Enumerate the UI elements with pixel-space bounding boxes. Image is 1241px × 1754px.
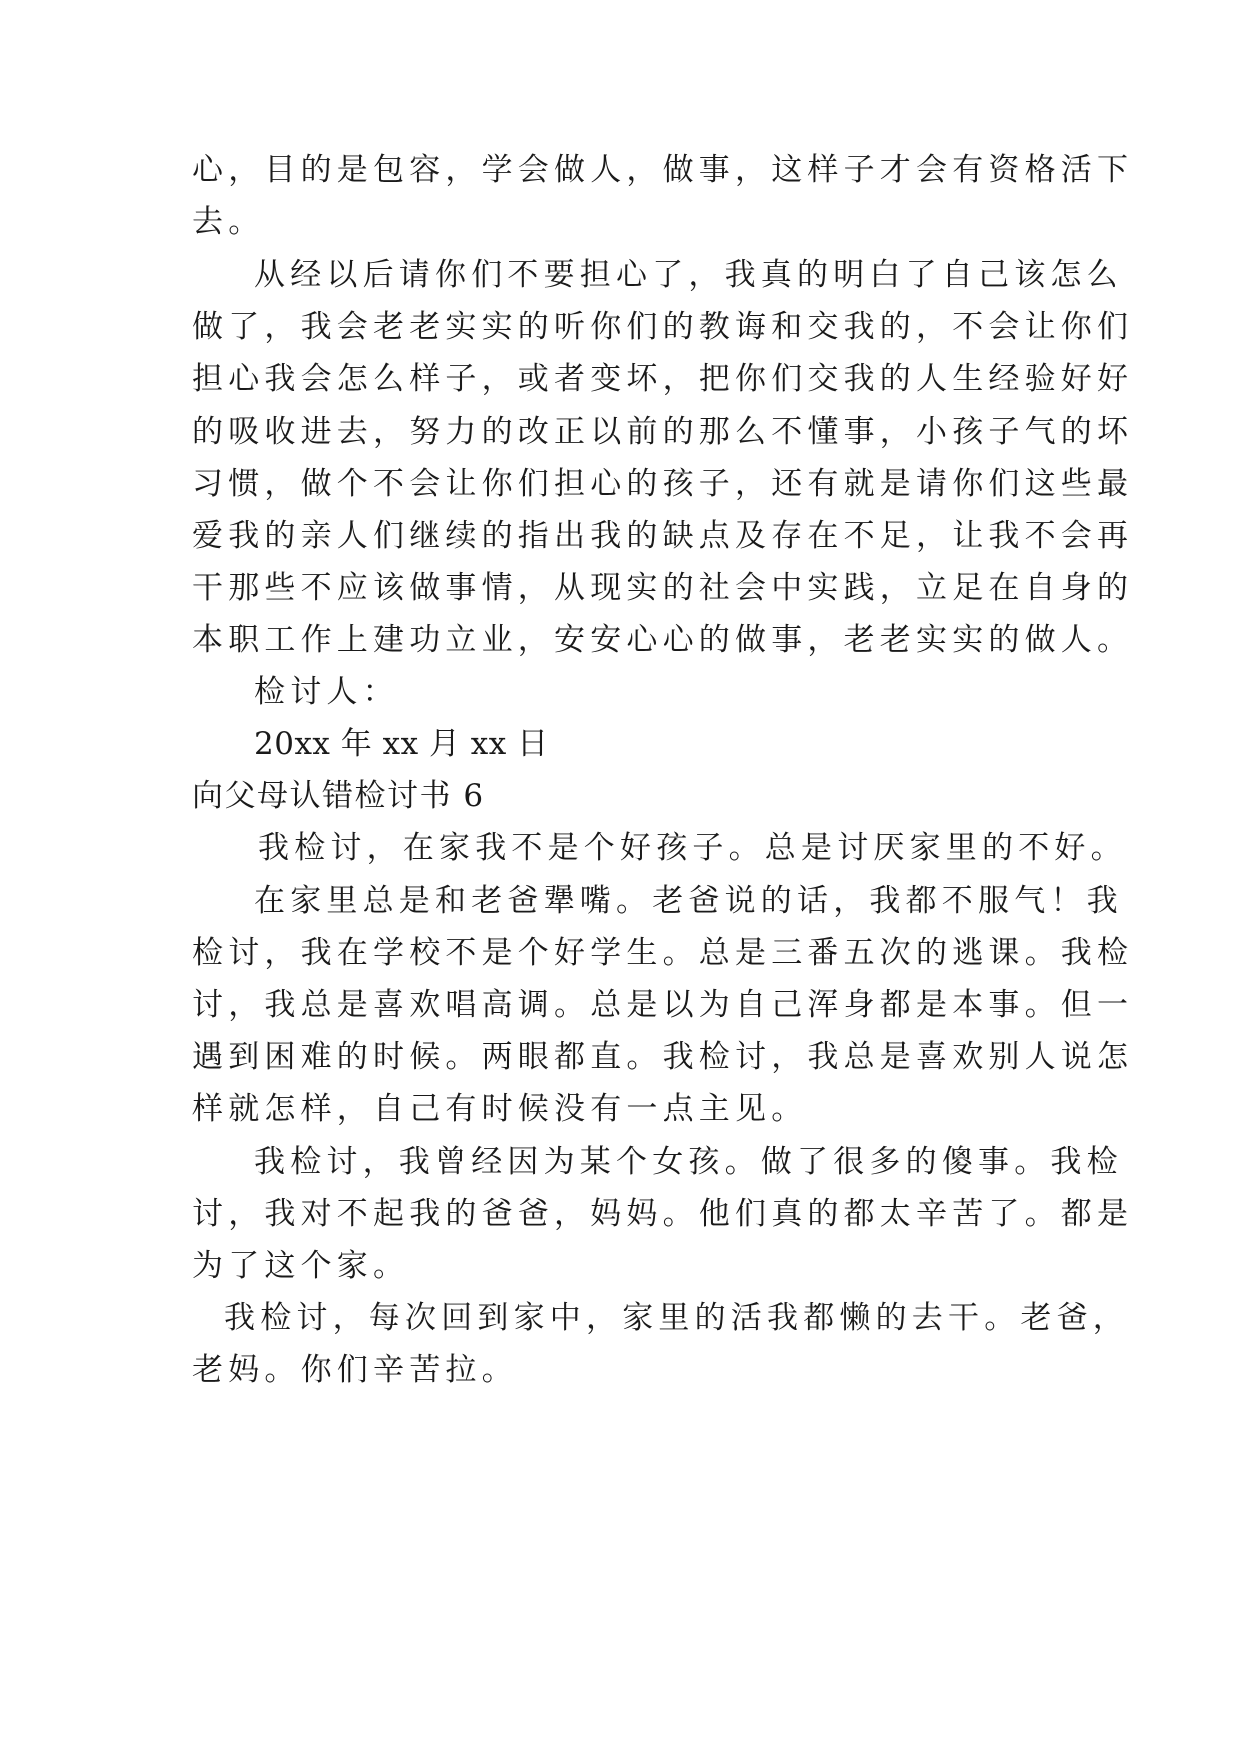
body-line-18: 遇到困难的时候。两眼都直。我检讨，我总是喜欢别人说怎 — [192, 1039, 1134, 1075]
body-line-6: 的吸收进去，努力的改正以前的那么不懂事，小孩子气的坏 — [192, 414, 1134, 450]
body-line-21: 讨，我对不起我的爸爸，妈妈。他们真的都太辛苦了。都是 — [192, 1196, 1134, 1232]
paragraph-start-line: 我检讨，我曾经因为某个女孩。做了很多的傻事。我检 — [254, 1144, 1123, 1180]
signature-date: 20xx 年 xx 月 xx 日 — [254, 726, 549, 762]
paragraph-start-line: 在家里总是和老爸犟嘴。老爸说的话，我都不服气！我 — [254, 883, 1123, 919]
paragraph-start-line: 我检讨，在家我不是个好孩子。总是讨厌家里的不好。 — [258, 830, 1127, 866]
body-line-22: 为了这个家。 — [192, 1248, 410, 1284]
body-line-10: 本职工作上建功立业，安安心心的做事，老老实实的做人。 — [192, 622, 1134, 658]
paragraph-start-line: 从经以后请你们不要担心了，我真的明白了自己该怎么 — [254, 257, 1123, 293]
signature-label: 检讨人： — [254, 674, 399, 710]
body-line-5: 担心我会怎么样子，或者变坏，把你们交我的人生经验好好 — [192, 361, 1134, 397]
section-heading: 向父母认错检讨书 6 — [192, 778, 485, 814]
body-line-9: 干那些不应该做事情，从现实的社会中实践，立足在自身的 — [192, 570, 1134, 606]
paragraph-start-line: 我检讨，每次回到家中，家里的活我都懒的去干。老爸， — [224, 1300, 1129, 1336]
body-line-7: 习惯，做个不会让你们担心的孩子，还有就是请你们这些最 — [192, 466, 1134, 502]
body-line-19: 样就怎样，自己有时候没有一点主见。 — [192, 1091, 808, 1127]
body-line-16: 检讨，我在学校不是个好学生。总是三番五次的逃课。我检 — [192, 935, 1134, 971]
body-line-1: 心，目的是包容，学会做人，做事，这样子才会有资格活下 — [192, 152, 1134, 188]
body-line-24: 老妈。你们辛苦拉。 — [192, 1352, 518, 1388]
body-line-17: 讨，我总是喜欢唱高调。总是以为自己浑身都是本事。但一 — [192, 987, 1134, 1023]
body-line-8: 爱我的亲人们继续的指出我的缺点及存在不足，让我不会再 — [192, 518, 1134, 554]
body-line-4: 做了，我会老老实实的听你们的教诲和交我的，不会让你们 — [192, 309, 1134, 345]
body-line-2: 去。 — [192, 204, 265, 240]
